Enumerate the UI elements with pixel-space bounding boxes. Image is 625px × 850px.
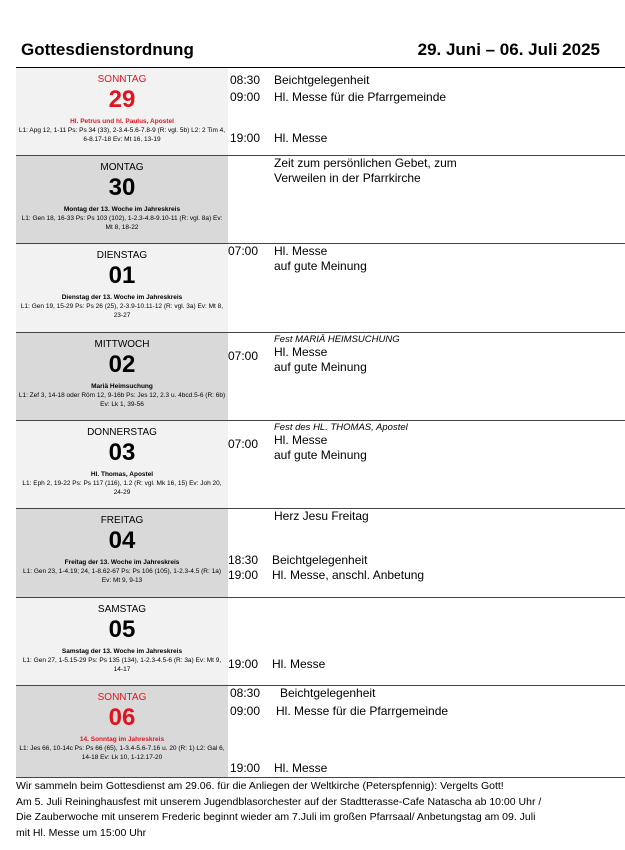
- event-line: Hl. Messe: [274, 244, 328, 258]
- day-row-thu-03: [16, 421, 625, 509]
- event-time: 18:30: [228, 553, 259, 567]
- announcement-line: Am 5. Juli Reininghausfest mit unserem Jugendblasorchester auf der Stadtterasse-Cafe Natascha ab 10:00 Uhr /: [16, 795, 542, 808]
- announcement-line: mit Hl. Messe um 15:00 Uhr: [16, 826, 147, 839]
- day-number: 02: [108, 351, 136, 378]
- date-cell: [16, 333, 228, 420]
- weekday-label: DIENSTAG: [96, 250, 148, 261]
- feast-name: Hl. Petrus und hl. Paulus, Apostel: [70, 118, 174, 125]
- event-time: 07:00: [228, 437, 259, 451]
- event-mass: [230, 90, 446, 104]
- day-row-sat-05: [16, 598, 625, 686]
- readings: L1: Jes 66, 10-14c Ps: Ps 66 (65), 1-3.4-5.6-7.16 u. 20 (R: 1) L2: Gal 6, 14-18 Ev: Lk 10, 1-12.17-20: [19, 745, 225, 761]
- prayer-line: Zeit zum persönlichen Gebet, zum: [274, 156, 457, 170]
- event-text: Hl. Messe: [272, 657, 326, 671]
- readings: L1: Gen 19, 15-29 Ps: Ps 26 (25), 2-3.9-10.11-12 (R: vgl. 3a) Ev: Mt 8, 23-27: [20, 303, 224, 319]
- event-confession: [228, 553, 367, 567]
- day-number: 01: [108, 262, 136, 289]
- event-text: Hl. Messe für die Pfarrgemeinde: [274, 90, 447, 104]
- event-mass-evening: [230, 761, 327, 775]
- prayer-line: Verweilen in der Pfarrkirche: [274, 171, 421, 185]
- day-row-mon-30: [16, 156, 625, 244]
- day-row-fri-04: [16, 509, 625, 598]
- event-time: 07:00: [228, 349, 259, 363]
- event-time: 09:00: [230, 90, 261, 104]
- day-heading: Herz Jesu Freitag: [274, 509, 369, 523]
- event-line: auf gute Meinung: [274, 360, 367, 374]
- readings: L1: Gen 18, 16-33 Ps: Ps 103 (102), 1-2.3-4.8-9.10-11 (R: vgl. 8a) Ev: Mt 8, 18-22: [21, 215, 223, 231]
- prayer-text: [274, 156, 457, 186]
- event-text: Hl. Messe für die Pfarrgemeinde: [276, 704, 449, 718]
- day-row-wed-02: [16, 333, 625, 421]
- day-number: 06: [108, 704, 136, 731]
- announcements: [16, 779, 625, 841]
- event-line: Hl. Messe: [274, 345, 328, 359]
- date-cell: [16, 598, 228, 685]
- event-text: Hl. Messe: [274, 131, 328, 145]
- event-text: Beichtgelegenheit: [274, 73, 370, 87]
- date-cell: [16, 244, 228, 332]
- event-text: Hl. Messe, anschl. Anbetung: [272, 568, 425, 582]
- date-cell: [16, 156, 228, 243]
- event-time: 19:00: [228, 657, 259, 671]
- feast-name: Montag der 13. Woche im Jahreskreis: [63, 206, 181, 213]
- feast-name: Dienstag der 13. Woche im Jahreskreis: [61, 294, 183, 301]
- day-number: 05: [108, 616, 136, 643]
- event-time: 19:00: [228, 568, 259, 582]
- announcement-line: Die Zauberwoche mit unserem Frederic beginnt wieder am 7.Juli im großen Pfarrsaal/ Anbetungstag am 09. Juli: [16, 811, 536, 823]
- date-cell: [16, 686, 228, 777]
- event-time: 08:30: [230, 73, 261, 87]
- feast-note: Fest des HL. THOMAS, Apostel: [274, 422, 408, 433]
- event-line: auf gute Meinung: [274, 259, 367, 273]
- day-number: 04: [108, 527, 136, 554]
- day-number: 29: [108, 86, 136, 113]
- event-text: [274, 433, 367, 463]
- event-time: 08:30: [230, 686, 261, 700]
- day-row-sun-06: [16, 686, 625, 778]
- weekday-label: FREITAG: [100, 515, 144, 526]
- date-cell: [16, 509, 228, 597]
- event-text: Beichtgelegenheit: [280, 686, 376, 700]
- weekday-label: SONNTAG: [97, 692, 147, 703]
- feast-name: Hl. Thomas, Apostel: [90, 471, 154, 478]
- date-cell: [16, 68, 228, 155]
- feast-note: Fest MARIÄ HEIMSUCHUNG: [274, 334, 400, 345]
- event-text: [274, 345, 367, 375]
- event-time: 19:00: [230, 131, 261, 145]
- event-confession: [230, 686, 375, 700]
- day-number: 03: [108, 439, 136, 466]
- readings: L1: Zef 3, 14-18 oder Röm 12, 9-16b Ps: Jes 12, 2.3 u. 4bcd.5-6 (R: 6b) Ev: Lk 1, 39-56: [18, 392, 226, 408]
- event-text: Beichtgelegenheit: [272, 553, 368, 567]
- readings: L1: Eph 2, 19-22 Ps: Ps 117 (116), 1.2 (R: vgl. Mk 16, 15) Ev: Joh 20, 24-29: [22, 480, 222, 496]
- weekday-label: MITTWOCH: [94, 339, 150, 350]
- feast-name: Freitag der 13. Woche im Jahreskreis: [64, 559, 180, 566]
- event-line: Hl. Messe: [274, 433, 328, 447]
- weekday-label: DONNERSTAG: [87, 427, 157, 438]
- day-row-sun-29: [16, 68, 625, 156]
- day-row-tue-01: [16, 244, 625, 333]
- event-mass: [228, 568, 424, 582]
- date-cell: [16, 421, 228, 508]
- date-range: 29. Juni – 06. Juli 2025: [417, 40, 600, 59]
- weekday-label: SAMSTAG: [97, 604, 147, 615]
- weekday-label: SONNTAG: [97, 74, 147, 85]
- feast-name: Samstag der 13. Woche im Jahreskreis: [61, 648, 183, 655]
- event-time: 07:00: [228, 244, 259, 258]
- event-mass: [230, 704, 448, 718]
- event-mass-evening: [230, 131, 327, 145]
- event-mass: [228, 657, 325, 671]
- event-text: Hl. Messe: [274, 761, 328, 775]
- page-title: Gottesdienstordnung: [21, 40, 194, 59]
- readings: L1: Apg 12, 1-11 Ps: Ps 34 (33), 2-3.4-5.6-7.8-9 (R: vgl. 5b) L2: 2 Tim 4, 6-8.17-18 Ev: Mt 16, 13-19: [18, 127, 226, 143]
- announcement-line: Wir sammeln beim Gottesdienst am 29.06. für die Anliegen der Weltkirche (Peterspfennig): Vergelts Gott!: [16, 780, 504, 792]
- day-number: 30: [108, 174, 136, 201]
- feast-name: 14. Sonntag im Jahreskreis: [79, 736, 165, 743]
- weekday-label: MONTAG: [100, 162, 144, 173]
- event-line: auf gute Meinung: [274, 448, 367, 462]
- event-confession: [230, 73, 369, 87]
- event-time: 19:00: [230, 761, 261, 775]
- readings: L1: Gen 23, 1-4.19; 24, 1-8.62-67 Ps: Ps 106 (105), 1-2.3-4.5 (R: 1a) Ev: Mt 9, 9-13: [22, 568, 221, 584]
- feast-name: Mariä Heimsuchung: [91, 383, 153, 390]
- readings: L1: Gen 27, 1-5.15-29 Ps: Ps 135 (134), 1-2.3-4.5-6 (R: 3a) Ev: Mt 9, 14-17: [22, 657, 222, 673]
- event-text: [274, 244, 367, 274]
- event-time: 09:00: [230, 704, 261, 718]
